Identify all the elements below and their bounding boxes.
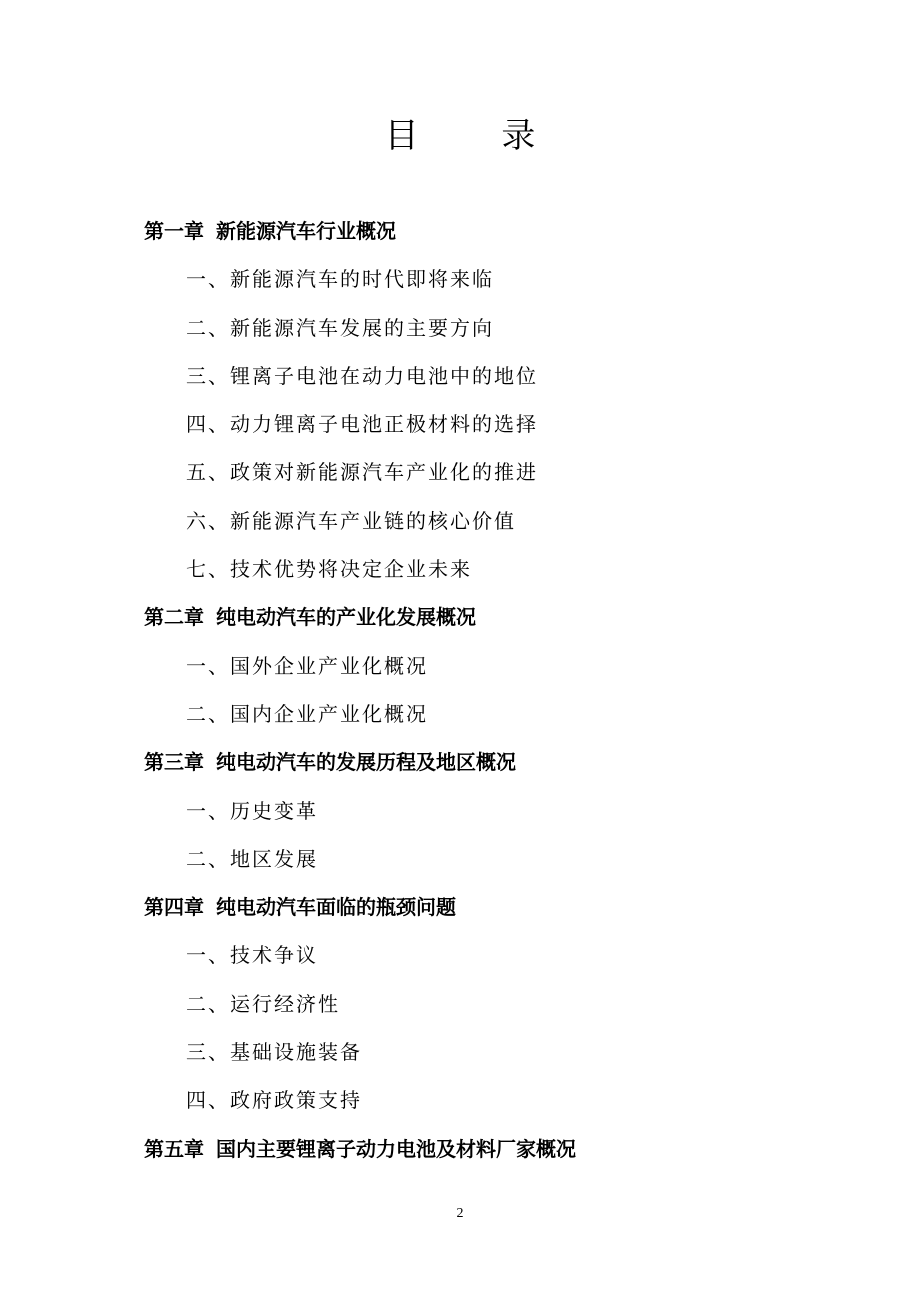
toc-section-entry[interactable]: 一、历史变革 xyxy=(186,798,318,823)
chapter-title: 新能源汽车行业概况 xyxy=(216,219,396,243)
toc-section-entry[interactable]: 四、政府政策支持 xyxy=(186,1088,362,1113)
toc-section-entry[interactable]: 二、地区发展 xyxy=(186,846,318,871)
toc-section-entry[interactable]: 七、技术优势将决定企业未来 xyxy=(186,557,472,582)
toc-section-entry[interactable]: 三、锂离子电池在动力电池中的地位 xyxy=(186,363,538,388)
chapter-title: 纯电动汽车的产业化发展概况 xyxy=(216,605,476,630)
chapter-number: 第一章 xyxy=(144,219,204,243)
chapter-number: 第五章 xyxy=(144,1136,204,1161)
chapter-number: 第三章 xyxy=(144,750,204,775)
toc-title: 目 录 xyxy=(384,116,572,156)
toc-section-entry[interactable]: 二、运行经济性 xyxy=(186,991,340,1016)
toc-section-entry[interactable]: 一、国外企业产业化概况 xyxy=(186,653,428,678)
toc-chapter-heading[interactable] xyxy=(0,593,920,641)
table-of-contents xyxy=(0,207,920,1173)
toc-chapter-heading[interactable] xyxy=(0,883,920,931)
toc-section-entry[interactable]: 二、新能源汽车发展的主要方向 xyxy=(186,315,494,340)
page-number: 2 xyxy=(456,1206,464,1221)
chapter-title: 纯电动汽车的发展历程及地区概况 xyxy=(216,750,516,775)
toc-chapter-heading[interactable] xyxy=(0,207,920,255)
toc-section-entry[interactable]: 二、国内企业产业化概况 xyxy=(186,701,428,726)
chapter-number: 第二章 xyxy=(144,605,204,630)
toc-chapter-heading[interactable] xyxy=(0,738,920,786)
toc-section-entry[interactable]: 三、基础设施装备 xyxy=(186,1040,362,1065)
chapter-title: 纯电动汽车面临的瓶颈问题 xyxy=(216,895,456,920)
toc-section-entry[interactable]: 四、动力锂离子电池正极材料的选择 xyxy=(186,412,538,437)
toc-section-entry[interactable]: 一、技术争议 xyxy=(186,943,318,968)
toc-section-entry[interactable]: 六、新能源汽车产业链的核心价值 xyxy=(186,508,516,533)
chapter-title: 国内主要锂离子动力电池及材料厂家概况 xyxy=(216,1136,576,1161)
toc-section-entry[interactable]: 五、政策对新能源汽车产业化的推进 xyxy=(186,460,538,485)
chapter-number: 第四章 xyxy=(144,895,204,920)
toc-chapter-heading[interactable] xyxy=(0,1125,920,1173)
toc-section-entry[interactable]: 一、新能源汽车的时代即将来临 xyxy=(186,267,494,292)
